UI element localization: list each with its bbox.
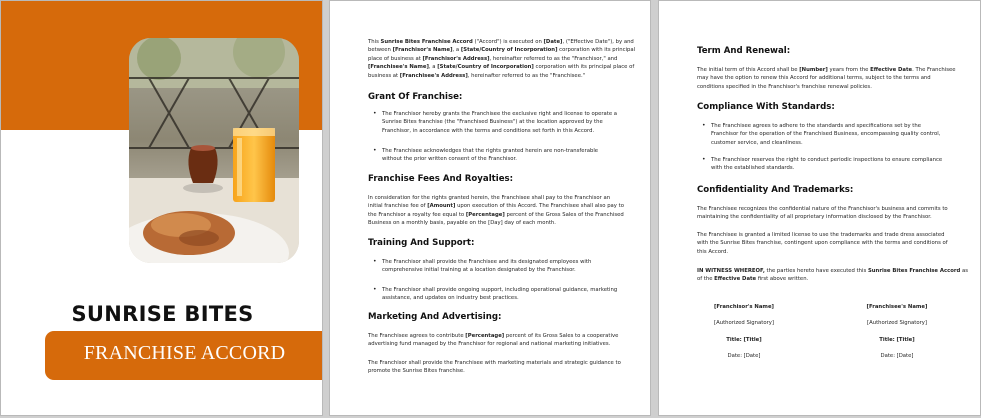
franchisor-name: [Franchisor's Name]	[714, 304, 774, 310]
franchisor-date: Date: [Date]	[727, 353, 761, 360]
cover-page	[0, 0, 323, 416]
signature-block-franchisee: [Franchisee's Name] [Authorized Signatory] Title: [Title] Date: [Date]	[842, 303, 952, 361]
marketing-paragraph-1: The Franchisee agrees to contribute [Percentage] percent of its Gross Sales to a cooperative advertising fund managed by the Franchisor for regional and national marketing initiatives.	[368, 333, 619, 348]
signature-block-franchisor: [Franchisor's Name] [Authorized Signatory] Title: [Title] Date: [Date]	[689, 303, 799, 361]
heading-marketing-advertising: Marketing And Advertising:	[368, 312, 502, 322]
term-paragraph: The initial term of this Accord shall be [Number] years from the Effective Date. The Franchisee may have the option to renew this Accord for additional terms, subject to the terms and conditions specified in the Franchisor's franchise renewal policies.	[697, 67, 956, 90]
heading-compliance-standards: Compliance With Standards:	[697, 102, 835, 112]
franchisee-date: Date: [Date]	[880, 353, 914, 360]
witness-paragraph: IN WITNESS WHEREOF, the parties hereto have executed this Sunrise Bites Franchise Accord as of the Effective Date first above written.	[697, 268, 968, 283]
cover-title: SUNRISE BITES	[71, 302, 254, 326]
franchisee-signatory: [Authorized Signatory]	[867, 320, 927, 327]
document-page-3	[658, 0, 981, 416]
cover-subtitle-banner	[45, 331, 323, 380]
compliance-bullet-2: • The Franchisor reserves the right to conduct periodic inspections to ensure compliance with the established standards.	[697, 156, 972, 173]
confidentiality-paragraph-2: The Franchisee is granted a limited license to use the trademarks and trade dress associated with the Sunrise Bites franchise, contingent upon compliance with the terms and conditions of this Accord.	[697, 232, 948, 255]
training-bullet-2: • The Franchisor shall provide ongoing support, including operational guidance, marketing assistance, and updates on industry best practices.	[368, 286, 643, 303]
heading-term-renewal: Term And Renewal:	[697, 46, 791, 56]
franchisor-signatory: [Authorized Signatory]	[714, 320, 774, 327]
heading-franchise-fees: Franchise Fees And Royalties:	[368, 174, 514, 184]
grant-bullet-1: • The Franchisor hereby grants the Franchisee the exclusive right and license to operate a Sunrise Bites franchise (the "Franchised Business") at the location approved by the Franchisor, in accordance with the terms and conditions set forth in this Accord.	[368, 110, 643, 135]
heading-training-support: Training And Support:	[368, 238, 475, 248]
intro-paragraph: This Sunrise Bites Franchise Accord ("Accord") is executed on [Date], ("Effective Date"), by and between [Franchisor's Name], a [State/Country of Incorporation] corporation with its principal place of business at [Franchisor's Address], hereinafter referred to as the "Franchisor," and [Franchisee's Name], a [State/Country of Incorporation] corporation with its principal place of business at [Franchisee's Address], hereinafter referred to as the "Franchisee."	[368, 39, 636, 79]
fees-paragraph: In consideration for the rights granted herein, the Franchisee shall pay to the Franchisor an initial franchise fee of [Amount] upon execution of this Accord. The Franchisee shall also pay to the Franchisor a royalty fee equal to [Percentage] percent of the Gross Sales of the Franchised Business on a monthly basis, payable on the [Day] day of each month.	[368, 195, 624, 227]
cover-subtitle: FRANCHISE ACCORD	[83, 342, 286, 364]
grant-bullet-2: • The Franchisee acknowledges that the rights granted herein are non-transferable without the prior written consent of the Franchisor.	[368, 147, 643, 164]
cover-photo	[129, 38, 299, 263]
heading-grant-of-franchise: Grant Of Franchise:	[368, 92, 463, 102]
training-bullet-1: • The Franchisor shall provide the Franchisee and its designated employees with comprehensive initial training at a location designated by the Franchisor.	[368, 258, 643, 275]
document-page-2	[329, 0, 651, 416]
compliance-bullet-1: • The Franchisee agrees to adhere to the standards and specifications set by the Franchisor for the operation of the Franchised Business, encompassing quality control, customer service, and cleanliness.	[697, 122, 972, 147]
marketing-paragraph-2: The Franchisor shall provide the Franchisee with marketing materials and strategic guidance to promote the Sunrise Bites franchise.	[368, 360, 621, 375]
juice-and-pastry-photo-icon	[129, 38, 299, 263]
franchisee-name: [Franchisee's Name]	[866, 304, 928, 310]
heading-confidentiality-trademarks: Confidentiality And Trademarks:	[697, 185, 854, 195]
confidentiality-paragraph-1: The Franchisee recognizes the confidential nature of the Franchisor's business and commits to maintaining the confidentiality of all proprietary information disclosed by the Franchisor.	[697, 206, 948, 221]
